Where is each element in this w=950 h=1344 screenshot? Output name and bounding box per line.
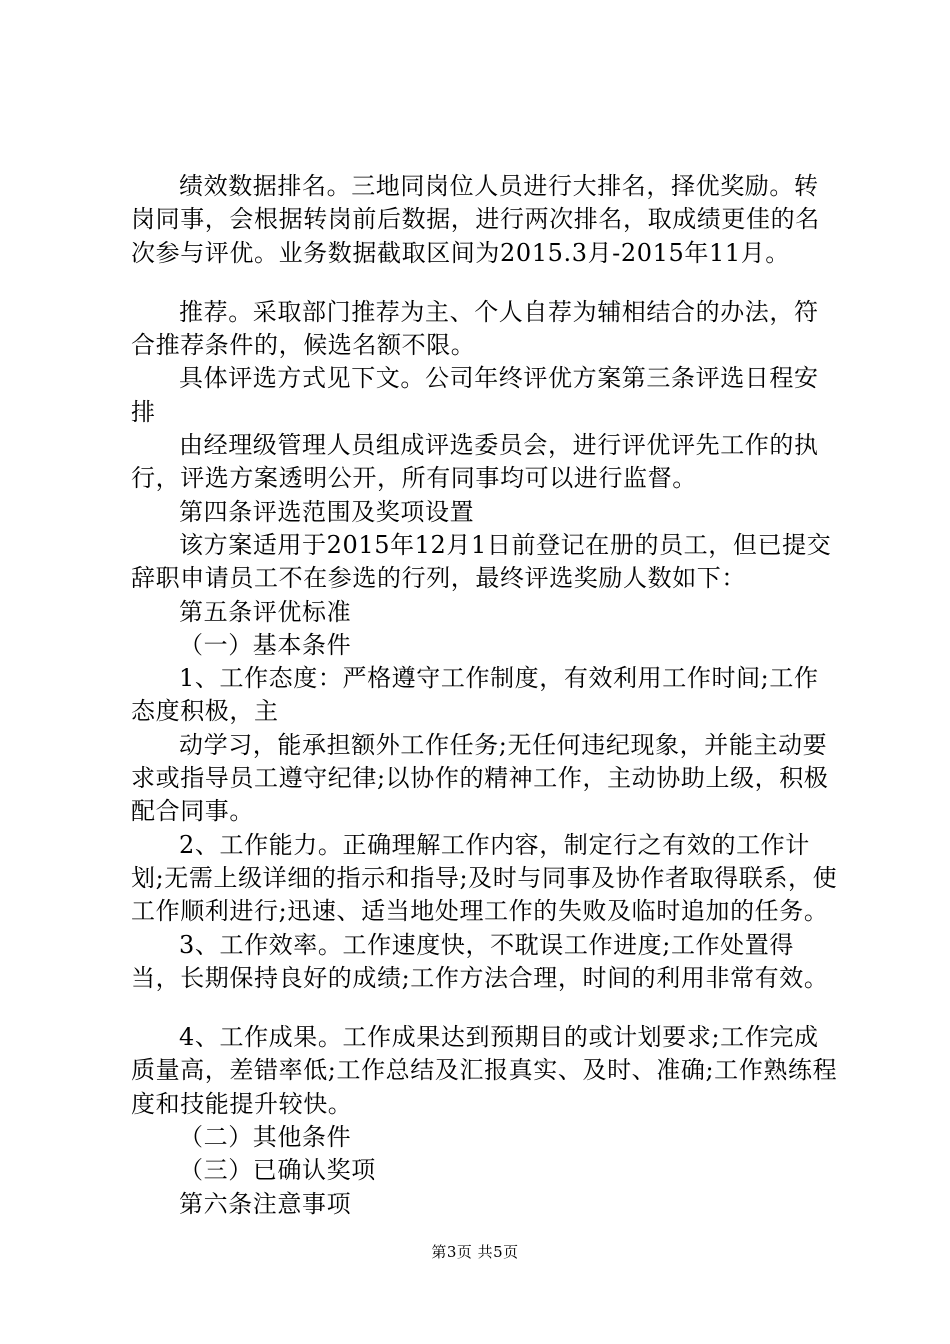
paragraph-selection-method: 具体评选方式见下文。公司年终评优方案第三条评选日程安排 bbox=[131, 364, 819, 426]
paragraph-work-efficiency: 3、工作效率。工作速度快，不耽误工作进度;工作处置得当，长期保持良好的成绩;工作方法合理，时间的利用非常有效。 bbox=[131, 930, 829, 992]
paragraph-committee: 由经理级管理人员组成评选委员会，进行评优评先工作的执行，评选方案透明公开，所有同事均可以进行监督。 bbox=[131, 431, 819, 493]
paragraph-work-ability: 2、工作能力。正确理解工作内容，制定行之有效的工作计划;无需上级详细的指示和指导;及时与同事及协作者取得联系，使工作顺利进行;迅速、适当地处理工作的失败及临时追加的任务。 bbox=[131, 830, 838, 926]
paragraph-work-attitude: 1、工作态度：严格遵守工作制度，有效利用工作时间;工作态度积极，主 bbox=[131, 664, 819, 726]
section-heading-article-5: 第五条评优标准 bbox=[179, 597, 352, 626]
section-heading-article-6: 第六条注意事项 bbox=[179, 1189, 352, 1218]
subheading-confirmed-awards: （三）已确认奖项 bbox=[179, 1156, 376, 1185]
page-number-footer: 第3页 共5页 bbox=[431, 1243, 519, 1261]
subheading-other-conditions: （二）其他条件 bbox=[179, 1123, 352, 1152]
paragraph-scope: 该方案适用于2015年12月1日前登记在册的员工，但已提交辞职申请员工不在参选的行列，最终评选奖励人数如下： bbox=[131, 530, 832, 593]
paragraph-work-results: 4、工作成果。工作成果达到预期目的或计划要求;工作完成质量高，差错率低;工作总结及汇报真实、及时、准确;工作熟练程度和技能提升较快。 bbox=[131, 1023, 838, 1118]
paragraph-work-attitude-cont: 动学习，能承担额外工作任务;无任何违纪现象，并能主动要求或指导员工遵守纪律;以协作的精神工作，主动协助上级，积极配合同事。 bbox=[131, 730, 829, 826]
paragraph-performance-ranking: 绩效数据排名。三地同岗位人员进行大排名，择优奖励。转岗同事，会根据转岗前后数据，进行两次排名，取成绩更佳的名次参与评优。业务数据截取区间为2015.3月-2015年11月。 bbox=[131, 172, 820, 267]
document-body bbox=[131, 170, 843, 1221]
section-heading-article-4: 第四条评选范围及奖项设置 bbox=[179, 497, 475, 526]
subheading-basic-conditions: （一）基本条件 bbox=[179, 630, 352, 659]
paragraph-recommendation: 推荐。采取部门推荐为主、个人自荐为辅相结合的办法，符合推荐条件的，候选名额不限。 bbox=[131, 297, 819, 360]
